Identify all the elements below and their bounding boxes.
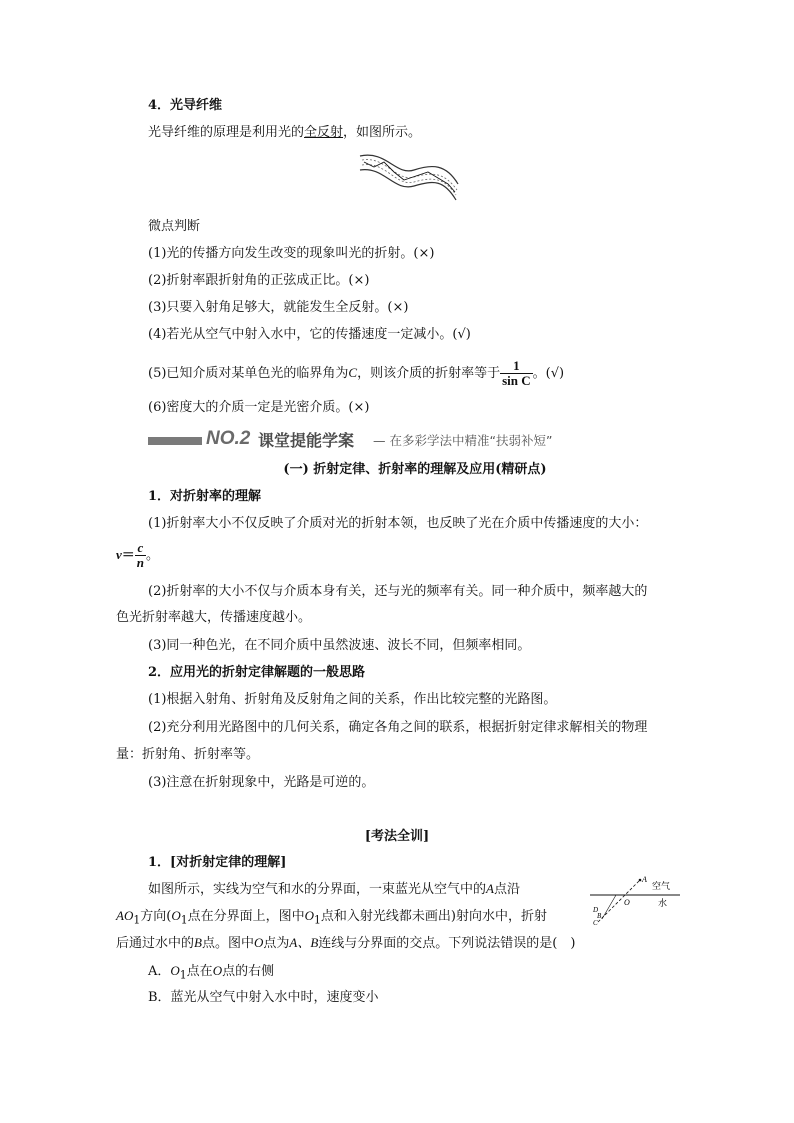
judgement-item: (3)只要入射角足够大，就能发生全反射。(×) <box>148 300 409 315</box>
paragraph: 色光折射率越大，传播速度越小。 <box>116 610 312 625</box>
paragraph: (3)同一种色光，在不同介质中虽然波速、波长不同，但频率相同。 <box>148 638 531 653</box>
subscript: 1 <box>179 968 187 982</box>
paragraph: (1)折射率大小不仅反映了介质对光的折射本领，也反映了光在介质中传播速度的大小： <box>148 516 648 531</box>
variable: B <box>194 935 202 950</box>
equals: ＝ <box>121 548 135 563</box>
optical-fiber-figure <box>356 150 462 208</box>
numerator: c <box>135 541 146 556</box>
numerator: 1 <box>500 359 533 374</box>
judgement-title: 微点判断 <box>148 219 201 234</box>
variable: O <box>170 963 180 978</box>
label-air: 空气 <box>652 882 671 892</box>
text: 光导纤维的原理是利用光的 <box>148 125 305 140</box>
text: 点为 <box>263 936 290 951</box>
text: 。(√) <box>532 366 565 381</box>
question-heading: 1．[对折射定律的理解] <box>148 855 287 870</box>
label-water: 水 <box>658 899 668 909</box>
denominator: n <box>136 555 145 570</box>
variable: O <box>171 908 181 923</box>
section-title: (一) 折射定律、折射率的理解及应用(精研点) <box>283 462 547 477</box>
option-a <box>148 961 274 986</box>
text: 点。图中 <box>201 936 254 951</box>
variable: A、B <box>289 935 319 950</box>
variable: C <box>348 365 358 380</box>
subscript: 1 <box>133 913 141 927</box>
variable: O <box>304 908 314 923</box>
banner-title: 课堂提能学案 <box>258 431 355 450</box>
text: 点沿 <box>493 882 520 897</box>
text: 点的右侧 <box>222 964 275 979</box>
question-line <box>148 879 520 900</box>
paragraph: (2)充分利用光路图中的几何关系，确定各角之间的联系，根据折射定律求解相关的物理 <box>148 720 648 735</box>
judgement-item: (1)光的传播方向发生改变的现象叫光的折射。(×) <box>148 246 435 261</box>
judgement-item: (6)密度大的介质一定是光密介质。(×) <box>148 400 370 415</box>
judgement-item: (4)若光从空气中射入水中，它的传播速度一定减小。(√) <box>148 327 471 342</box>
fraction <box>500 359 533 388</box>
text: 点和入射光线都未画出)射向水中，折射 <box>320 909 547 924</box>
variable: A <box>486 881 494 896</box>
label-o: O <box>624 898 630 907</box>
banner-bar <box>148 437 202 445</box>
text: 连线与分界面的交点。下列说法错误的是( ) <box>318 936 576 951</box>
text: 后通过水中的 <box>116 936 195 951</box>
variable: AO <box>116 908 134 923</box>
paragraph: (1)根据入射角、折射角及反射角之间的关系，作出比较完整的光路图。 <box>148 692 557 707</box>
option-b: B．蓝光从空气中射入水中时，速度变小 <box>148 990 379 1005</box>
banner-subtitle: — 在多彩学法中精准“扶弱补短” <box>373 433 553 448</box>
question-line <box>116 906 547 931</box>
text: 点在 <box>186 964 213 979</box>
label-d: D <box>593 906 599 914</box>
text: 。 <box>146 548 160 563</box>
judgement-item <box>148 358 564 389</box>
training-title: [考法全训] <box>364 829 430 844</box>
text: (5)已知介质对某单色光的临界角为 <box>148 366 349 381</box>
label-c: C <box>593 919 598 927</box>
variable: v <box>116 547 122 562</box>
paragraph: (3)注意在折射现象中，光路是可逆的。 <box>148 775 375 790</box>
section-heading: 4．光导纤维 <box>148 98 223 113</box>
text: ，则该介质的折射率等于 <box>357 366 501 381</box>
question-line <box>116 933 575 954</box>
text: 如图所示，实线为空气和水的分界面，一束蓝光从空气中的 <box>148 882 487 897</box>
paragraph: 量：折射角、折射率等。 <box>116 747 260 762</box>
text: A． <box>148 964 171 979</box>
underlined-term: 全反射 <box>304 125 344 140</box>
label-a: A <box>642 875 647 884</box>
paragraph: (2)折射率的大小不仅与介质本身有关，还与光的频率有关。同一种介质中，频率越大的 <box>148 584 648 599</box>
text: ，如图所示。 <box>343 125 422 140</box>
banner-number: NO.2 <box>206 428 251 449</box>
subheading: 1．对折射率的理解 <box>148 489 262 504</box>
subscript: 1 <box>180 913 188 927</box>
point-a <box>639 879 642 882</box>
denominator: sin C <box>502 373 531 388</box>
text: 点在分界面上，图中 <box>187 909 305 924</box>
label-b: B <box>597 912 602 920</box>
paragraph <box>148 123 421 143</box>
formula <box>116 540 159 571</box>
judgement-item: (2)折射率跟折射角的正弦成正比。(×) <box>148 273 370 288</box>
subscript: 1 <box>314 913 321 927</box>
variable: O <box>253 935 264 950</box>
refraction-figure <box>588 872 688 932</box>
text: 方向( <box>140 909 172 924</box>
variable: O <box>212 963 223 978</box>
subheading: 2．应用光的折射定律解题的一般思路 <box>148 665 366 680</box>
fraction <box>135 541 146 570</box>
